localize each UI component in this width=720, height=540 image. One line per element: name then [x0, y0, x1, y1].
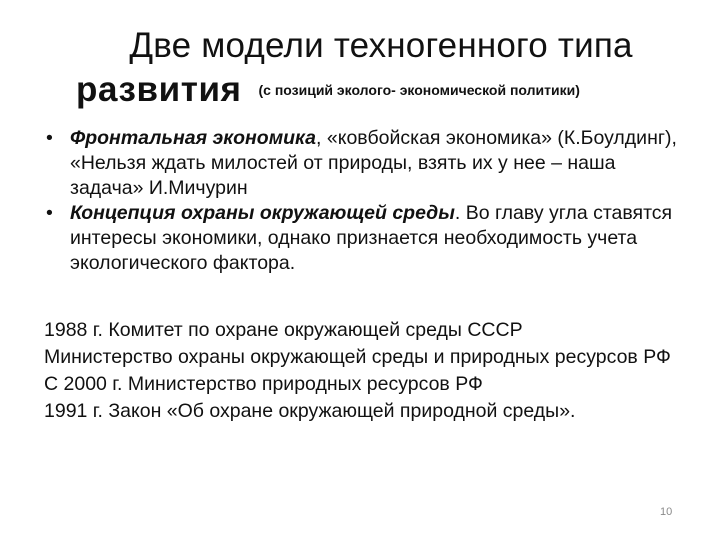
- page-number: 10: [660, 506, 673, 518]
- bullet-term: Фронтальная экономика: [70, 127, 317, 149]
- bullet-item-environment-protection: [46, 201, 686, 276]
- slide-title: [0, 24, 720, 112]
- title-subtitle: (с позиций эколого- экономической политики): [258, 82, 580, 98]
- fact-item: С 2000 г. Министерство природных ресурсов РФ: [44, 373, 483, 395]
- title-line-1: Две модели техногенного типа: [129, 26, 633, 65]
- bullet-text: , «ковбойская экономика» (К.Боулдинг), «Нельзя ждать милостей от природы, взять их у нее – наша задача» И.Мичурин: [70, 127, 677, 199]
- bullet-marker: •: [46, 202, 53, 224]
- bullet-item-frontier-economy: [46, 126, 686, 201]
- bullet-term: Концепция охраны окружающей среды: [70, 202, 455, 224]
- title-main-word: развития: [76, 70, 242, 109]
- fact-item: 1988 г. Комитет по охране окружающей среды СССР: [44, 319, 523, 341]
- fact-item: Министерство охраны окружающей среды и природных ресурсов РФ: [44, 346, 671, 368]
- facts-list: [44, 318, 694, 426]
- fact-item: 1991 г. Закон «Об охране окружающей природной среды».: [44, 400, 576, 422]
- title-line-2: [0, 68, 720, 112]
- bullet-marker: •: [46, 127, 53, 149]
- bullet-text: . Во главу угла ставятся интересы экономики, однако признается необходимость учета экологического фактора.: [70, 202, 673, 274]
- bullet-list: [46, 126, 686, 276]
